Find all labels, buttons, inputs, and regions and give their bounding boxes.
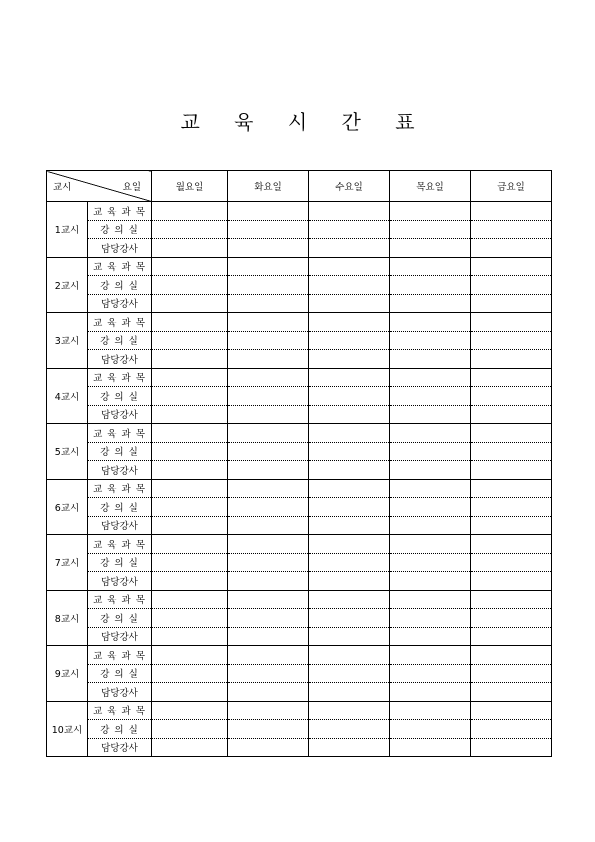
schedule-cell-tuesday[interactable]	[228, 387, 309, 406]
schedule-cell-wednesday[interactable]	[309, 683, 390, 702]
schedule-cell-tuesday[interactable]	[228, 701, 309, 720]
schedule-cell-friday[interactable]	[471, 331, 552, 350]
schedule-cell-thursday[interactable]	[390, 202, 471, 221]
schedule-cell-thursday[interactable]	[390, 590, 471, 609]
schedule-cell-thursday[interactable]	[390, 572, 471, 591]
table-row	[47, 424, 552, 443]
schedule-cell-monday[interactable]	[152, 553, 228, 572]
schedule-cell-monday[interactable]	[152, 627, 228, 646]
schedule-cell-wednesday[interactable]	[309, 405, 390, 424]
day-header-monday: 월요일	[152, 171, 228, 202]
schedule-cell-wednesday[interactable]	[309, 553, 390, 572]
schedule-cell-tuesday[interactable]	[228, 442, 309, 461]
schedule-cell-tuesday[interactable]	[228, 405, 309, 424]
schedule-cell-wednesday[interactable]	[309, 220, 390, 239]
schedule-cell-wednesday[interactable]	[309, 479, 390, 498]
schedule-cell-monday[interactable]	[152, 276, 228, 295]
schedule-cell-tuesday[interactable]	[228, 572, 309, 591]
table-row	[47, 387, 552, 406]
schedule-cell-monday[interactable]	[152, 257, 228, 276]
schedule-cell-tuesday[interactable]	[228, 313, 309, 332]
row-label: 교 육 과 목	[88, 535, 152, 554]
schedule-cell-tuesday[interactable]	[228, 350, 309, 369]
day-header-thursday: 목요일	[390, 171, 471, 202]
schedule-cell-friday[interactable]	[471, 202, 552, 221]
schedule-cell-wednesday[interactable]	[309, 516, 390, 535]
table-row	[47, 516, 552, 535]
row-label: 강 의 실	[88, 609, 152, 628]
schedule-cell-wednesday[interactable]	[309, 498, 390, 517]
schedule-cell-thursday[interactable]	[390, 720, 471, 739]
schedule-cell-thursday[interactable]	[390, 609, 471, 628]
schedule-cell-monday[interactable]	[152, 498, 228, 517]
schedule-cell-thursday[interactable]	[390, 479, 471, 498]
schedule-cell-tuesday[interactable]	[228, 590, 309, 609]
schedule-cell-monday[interactable]	[152, 572, 228, 591]
schedule-cell-friday[interactable]	[471, 572, 552, 591]
row-label: 담당강사	[88, 350, 152, 369]
schedule-cell-thursday[interactable]	[390, 257, 471, 276]
row-label: 교 육 과 목	[88, 701, 152, 720]
schedule-cell-friday[interactable]	[471, 720, 552, 739]
schedule-cell-tuesday[interactable]	[228, 683, 309, 702]
schedule-cell-friday[interactable]	[471, 516, 552, 535]
schedule-cell-monday[interactable]	[152, 350, 228, 369]
row-label: 담당강사	[88, 239, 152, 258]
schedule-cell-friday[interactable]	[471, 368, 552, 387]
corner-day-label: 요일	[122, 182, 141, 193]
schedule-cell-friday[interactable]	[471, 276, 552, 295]
row-label: 강 의 실	[88, 331, 152, 350]
schedule-cell-tuesday[interactable]	[228, 535, 309, 554]
schedule-cell-thursday[interactable]	[390, 664, 471, 683]
schedule-cell-thursday[interactable]	[390, 701, 471, 720]
table-row	[47, 405, 552, 424]
row-label: 담당강사	[88, 461, 152, 480]
schedule-cell-tuesday[interactable]	[228, 461, 309, 480]
period-label: 7교시	[47, 535, 88, 591]
schedule-cell-wednesday[interactable]	[309, 646, 390, 665]
table-row	[47, 553, 552, 572]
table-row	[47, 442, 552, 461]
schedule-cell-thursday[interactable]	[390, 313, 471, 332]
schedule-cell-friday[interactable]	[471, 627, 552, 646]
table-row	[47, 220, 552, 239]
schedule-cell-tuesday[interactable]	[228, 627, 309, 646]
schedule-cell-thursday[interactable]	[390, 368, 471, 387]
schedule-cell-wednesday[interactable]	[309, 720, 390, 739]
table-row	[47, 276, 552, 295]
row-label: 담당강사	[88, 683, 152, 702]
schedule-cell-wednesday[interactable]	[309, 590, 390, 609]
schedule-cell-thursday[interactable]	[390, 405, 471, 424]
schedule-cell-friday[interactable]	[471, 313, 552, 332]
table-row	[47, 368, 552, 387]
row-label: 교 육 과 목	[88, 479, 152, 498]
schedule-cell-thursday[interactable]	[390, 627, 471, 646]
table-row	[47, 720, 552, 739]
schedule-cell-friday[interactable]	[471, 664, 552, 683]
schedule-cell-friday[interactable]	[471, 535, 552, 554]
schedule-cell-monday[interactable]	[152, 294, 228, 313]
schedule-cell-wednesday[interactable]	[309, 276, 390, 295]
table-row	[47, 350, 552, 369]
schedule-cell-friday[interactable]	[471, 498, 552, 517]
schedule-cell-tuesday[interactable]	[228, 424, 309, 443]
schedule-cell-monday[interactable]	[152, 720, 228, 739]
schedule-cell-monday[interactable]	[152, 387, 228, 406]
table-row	[47, 590, 552, 609]
schedule-cell-thursday[interactable]	[390, 738, 471, 757]
schedule-cell-wednesday[interactable]	[309, 664, 390, 683]
row-label: 담당강사	[88, 738, 152, 757]
schedule-cell-wednesday[interactable]	[309, 461, 390, 480]
schedule-cell-monday[interactable]	[152, 535, 228, 554]
table-row	[47, 294, 552, 313]
schedule-cell-friday[interactable]	[471, 461, 552, 480]
schedule-cell-friday[interactable]	[471, 405, 552, 424]
table-row	[47, 313, 552, 332]
schedule-cell-friday[interactable]	[471, 442, 552, 461]
schedule-cell-friday[interactable]	[471, 294, 552, 313]
row-label: 담당강사	[88, 572, 152, 591]
schedule-cell-monday[interactable]	[152, 646, 228, 665]
schedule-cell-thursday[interactable]	[390, 239, 471, 258]
schedule-cell-monday[interactable]	[152, 683, 228, 702]
schedule-cell-tuesday[interactable]	[228, 220, 309, 239]
schedule-cell-wednesday[interactable]	[309, 350, 390, 369]
schedule-cell-wednesday[interactable]	[309, 239, 390, 258]
table-row	[47, 535, 552, 554]
row-label: 담당강사	[88, 405, 152, 424]
schedule-cell-tuesday[interactable]	[228, 331, 309, 350]
schedule-cell-wednesday[interactable]	[309, 331, 390, 350]
schedule-cell-monday[interactable]	[152, 202, 228, 221]
day-header-tuesday: 화요일	[228, 171, 309, 202]
schedule-cell-monday[interactable]	[152, 239, 228, 258]
schedule-cell-thursday[interactable]	[390, 553, 471, 572]
schedule-cell-tuesday[interactable]	[228, 553, 309, 572]
table-row	[47, 664, 552, 683]
schedule-cell-tuesday[interactable]	[228, 239, 309, 258]
row-label: 강 의 실	[88, 387, 152, 406]
schedule-cell-thursday[interactable]	[390, 498, 471, 517]
schedule-cell-tuesday[interactable]	[228, 609, 309, 628]
schedule-cell-tuesday[interactable]	[228, 257, 309, 276]
schedule-cell-tuesday[interactable]	[228, 720, 309, 739]
schedule-cell-monday[interactable]	[152, 479, 228, 498]
schedule-cell-friday[interactable]	[471, 387, 552, 406]
schedule-cell-tuesday[interactable]	[228, 294, 309, 313]
period-label: 4교시	[47, 368, 88, 424]
table-row	[47, 646, 552, 665]
corner-header-cell	[47, 171, 152, 202]
schedule-cell-monday[interactable]	[152, 424, 228, 443]
schedule-cell-monday[interactable]	[152, 738, 228, 757]
schedule-cell-wednesday[interactable]	[309, 387, 390, 406]
schedule-cell-monday[interactable]	[152, 516, 228, 535]
row-label: 교 육 과 목	[88, 313, 152, 332]
period-label: 9교시	[47, 646, 88, 702]
schedule-cell-tuesday[interactable]	[228, 202, 309, 221]
schedule-cell-tuesday[interactable]	[228, 516, 309, 535]
schedule-cell-thursday[interactable]	[390, 461, 471, 480]
table-row	[47, 257, 552, 276]
schedule-cell-friday[interactable]	[471, 424, 552, 443]
schedule-cell-thursday[interactable]	[390, 276, 471, 295]
period-label: 1교시	[47, 202, 88, 258]
table-row	[47, 479, 552, 498]
schedule-cell-monday[interactable]	[152, 442, 228, 461]
schedule-cell-friday[interactable]	[471, 553, 552, 572]
table-row	[47, 683, 552, 702]
row-label: 교 육 과 목	[88, 590, 152, 609]
table-row	[47, 738, 552, 757]
table-row	[47, 701, 552, 720]
schedule-cell-wednesday[interactable]	[309, 313, 390, 332]
table-row	[47, 498, 552, 517]
schedule-cell-monday[interactable]	[152, 701, 228, 720]
period-label: 6교시	[47, 479, 88, 535]
day-header-friday: 금요일	[471, 171, 552, 202]
schedule-cell-wednesday[interactable]	[309, 368, 390, 387]
schedule-cell-tuesday[interactable]	[228, 664, 309, 683]
period-label: 2교시	[47, 257, 88, 313]
schedule-cell-tuesday[interactable]	[228, 276, 309, 295]
timetable	[46, 170, 552, 757]
table-row	[47, 572, 552, 591]
schedule-cell-monday[interactable]	[152, 461, 228, 480]
row-label: 강 의 실	[88, 720, 152, 739]
schedule-cell-thursday[interactable]	[390, 350, 471, 369]
row-label: 담당강사	[88, 294, 152, 313]
row-label: 강 의 실	[88, 553, 152, 572]
schedule-cell-wednesday[interactable]	[309, 627, 390, 646]
schedule-cell-friday[interactable]	[471, 683, 552, 702]
schedule-cell-wednesday[interactable]	[309, 442, 390, 461]
row-label: 강 의 실	[88, 442, 152, 461]
schedule-cell-monday[interactable]	[152, 331, 228, 350]
row-label: 교 육 과 목	[88, 257, 152, 276]
schedule-cell-friday[interactable]	[471, 646, 552, 665]
row-label: 강 의 실	[88, 276, 152, 295]
schedule-cell-thursday[interactable]	[390, 535, 471, 554]
schedule-cell-thursday[interactable]	[390, 442, 471, 461]
row-label: 교 육 과 목	[88, 424, 152, 443]
schedule-cell-monday[interactable]	[152, 590, 228, 609]
schedule-cell-wednesday[interactable]	[309, 609, 390, 628]
schedule-cell-thursday[interactable]	[390, 424, 471, 443]
row-label: 교 육 과 목	[88, 368, 152, 387]
schedule-cell-monday[interactable]	[152, 313, 228, 332]
row-label: 담당강사	[88, 627, 152, 646]
header-row	[47, 171, 552, 202]
day-header-wednesday: 수요일	[309, 171, 390, 202]
schedule-cell-friday[interactable]	[471, 257, 552, 276]
schedule-cell-wednesday[interactable]	[309, 572, 390, 591]
schedule-cell-tuesday[interactable]	[228, 646, 309, 665]
schedule-cell-friday[interactable]	[471, 590, 552, 609]
schedule-cell-tuesday[interactable]	[228, 368, 309, 387]
schedule-cell-monday[interactable]	[152, 405, 228, 424]
table-row	[47, 627, 552, 646]
schedule-cell-tuesday[interactable]	[228, 479, 309, 498]
schedule-cell-wednesday[interactable]	[309, 535, 390, 554]
table-row	[47, 461, 552, 480]
timetable-body	[47, 202, 552, 757]
row-label: 교 육 과 목	[88, 202, 152, 221]
row-label: 강 의 실	[88, 220, 152, 239]
period-label: 5교시	[47, 424, 88, 480]
table-row	[47, 609, 552, 628]
schedule-cell-wednesday[interactable]	[309, 202, 390, 221]
schedule-cell-monday[interactable]	[152, 220, 228, 239]
row-label: 강 의 실	[88, 498, 152, 517]
period-label: 10교시	[47, 701, 88, 757]
schedule-cell-thursday[interactable]	[390, 387, 471, 406]
schedule-cell-tuesday[interactable]	[228, 738, 309, 757]
row-label: 강 의 실	[88, 664, 152, 683]
row-label: 담당강사	[88, 516, 152, 535]
schedule-cell-friday[interactable]	[471, 738, 552, 757]
schedule-cell-thursday[interactable]	[390, 331, 471, 350]
corner-period-label: 교시	[53, 182, 72, 193]
schedule-cell-friday[interactable]	[471, 220, 552, 239]
schedule-cell-thursday[interactable]	[390, 516, 471, 535]
schedule-cell-wednesday[interactable]	[309, 701, 390, 720]
schedule-cell-monday[interactable]	[152, 368, 228, 387]
schedule-cell-monday[interactable]	[152, 664, 228, 683]
table-row	[47, 331, 552, 350]
row-label: 교 육 과 목	[88, 646, 152, 665]
period-label: 3교시	[47, 313, 88, 369]
schedule-cell-monday[interactable]	[152, 609, 228, 628]
schedule-cell-wednesday[interactable]	[309, 294, 390, 313]
schedule-cell-thursday[interactable]	[390, 683, 471, 702]
table-row	[47, 202, 552, 221]
schedule-cell-friday[interactable]	[471, 350, 552, 369]
schedule-cell-friday[interactable]	[471, 609, 552, 628]
schedule-cell-wednesday[interactable]	[309, 424, 390, 443]
schedule-cell-wednesday[interactable]	[309, 738, 390, 757]
page-title: 교 육 시 간 표	[180, 110, 429, 134]
period-label: 8교시	[47, 590, 88, 646]
schedule-cell-friday[interactable]	[471, 701, 552, 720]
schedule-cell-friday[interactable]	[471, 479, 552, 498]
schedule-cell-friday[interactable]	[471, 239, 552, 258]
schedule-cell-tuesday[interactable]	[228, 498, 309, 517]
schedule-cell-wednesday[interactable]	[309, 257, 390, 276]
schedule-cell-thursday[interactable]	[390, 646, 471, 665]
table-row	[47, 239, 552, 258]
schedule-cell-thursday[interactable]	[390, 294, 471, 313]
schedule-cell-thursday[interactable]	[390, 220, 471, 239]
